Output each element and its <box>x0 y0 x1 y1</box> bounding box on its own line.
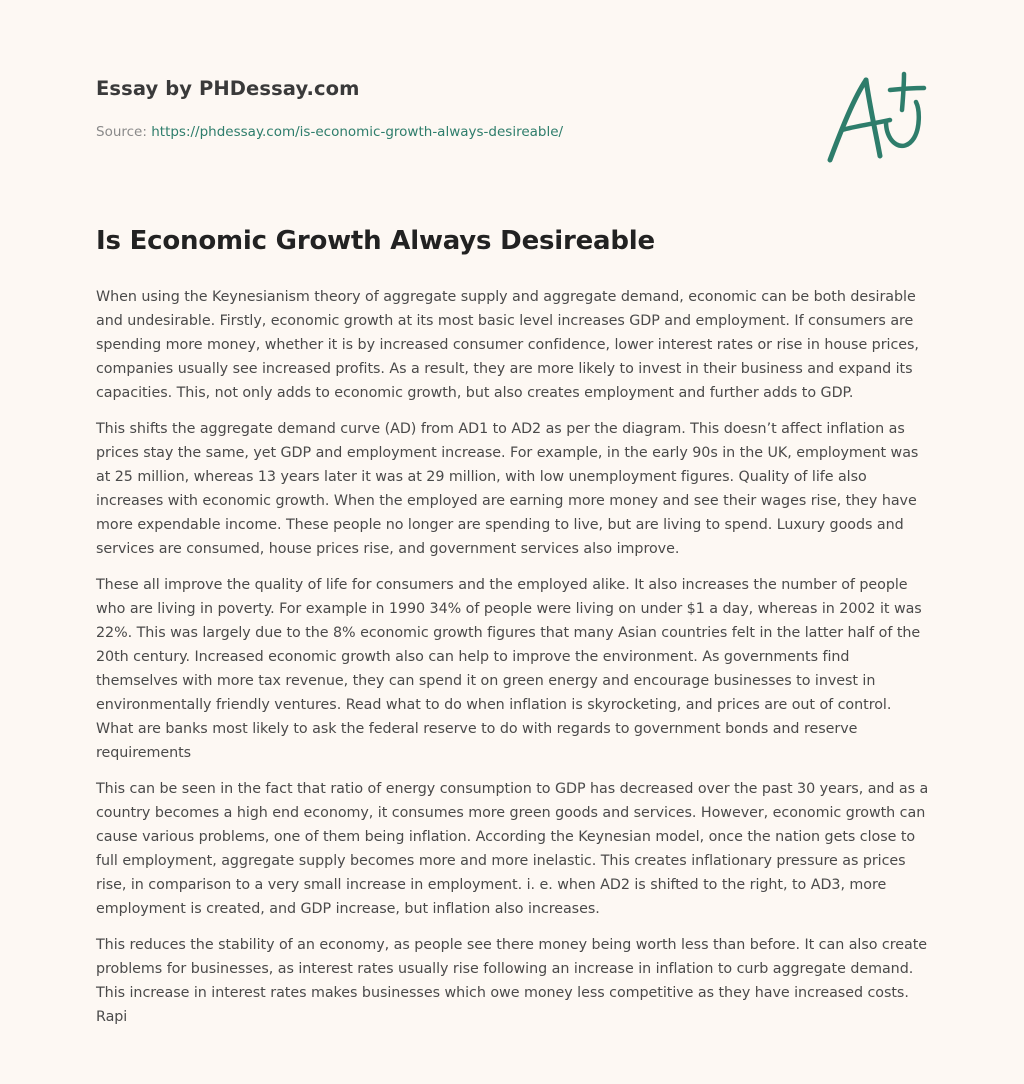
paragraph: This shifts the aggregate demand curve (AD) from AD1 to AD2 as per the diagram. This doesn’t affect inflation as prices stay the same, yet GDP and employment increase. For example, in the early 90s in the UK, employment was at 25 million, whereas 13 years later it was at 29 million, with low unemployment figures. Quality of life also increases with economic growth. When the employed are earning more money and see their wages rise, they have more expendable income. These people no longer are spending to live, but are living to spend. Luxury goods and services are consumed, house prices rise, and government services also improve. <box>96 421 919 557</box>
a-plus-logo-icon <box>820 68 930 168</box>
paragraph: These all improve the quality of life for consumers and the employed alike. It also increases the number of people who are living in poverty. For example in 1990 34% of people were living on under $1 a day, whereas in 2002 it was 22%. This was largely due to the 8% economic growth figures that many Asian countries felt in the latter half of the 20th century. Increased economic growth also can help to improve the environment. As governments find themselves with more tax revenue, they can spend it on green energy and encourage businesses to invest in environmentally friendly ventures. Read what to do when inflation is skyrocketing, and prices are out of control. What are banks most likely to ask the federal reserve to do with regards to government bonds and reserve requirements <box>96 577 922 761</box>
page-title: Is Economic Growth Always Desireable <box>96 226 655 256</box>
source-label: Source: <box>96 124 147 140</box>
source-link[interactable]: https://phdessay.com/is-economic-growth-always-desireable/ <box>151 124 564 140</box>
paragraph: When using the Keynesianism theory of aggregate supply and aggregate demand, economic can be both desirable and undesirable. Firstly, economic growth at its most basic level increases GDP and employment. If consumers are spending more money, whether it is by increased consumer confidence, lower interest rates or rise in house prices, companies usually see increased profits. As a result, they are more likely to invest in their business and expand its capacities. This, not only adds to economic growth, but also creates employment and further adds to GDP. <box>96 289 919 401</box>
paragraph: This can be seen in the fact that ratio of energy consumption to GDP has decreased over the past 30 years, and as a country becomes a high end economy, it consumes more green goods and services. However, economic growth can cause various problems, one of them being inflation. According the Keynesian model, once the nation gets close to full employment, aggregate supply becomes more and more inelastic. This creates inflationary pressure as prices rise, in comparison to a very small increase in employment. i. e. when AD2 is shifted to the right, to AD3, more employment is created, and GDP increase, but inflation also increases. <box>96 781 929 917</box>
paragraph: This reduces the stability of an economy, as people see there money being worth less than before. It can also create problems for businesses, as interest rates usually rise following an increase in inflation to curb aggregate demand. This increase in interest rates makes businesses which owe money less competitive as they have increased costs. Rapi <box>96 937 928 1025</box>
article-body <box>96 285 930 1041</box>
brand-title: Essay by PHDessay.com <box>96 77 360 100</box>
source-line <box>96 124 563 140</box>
